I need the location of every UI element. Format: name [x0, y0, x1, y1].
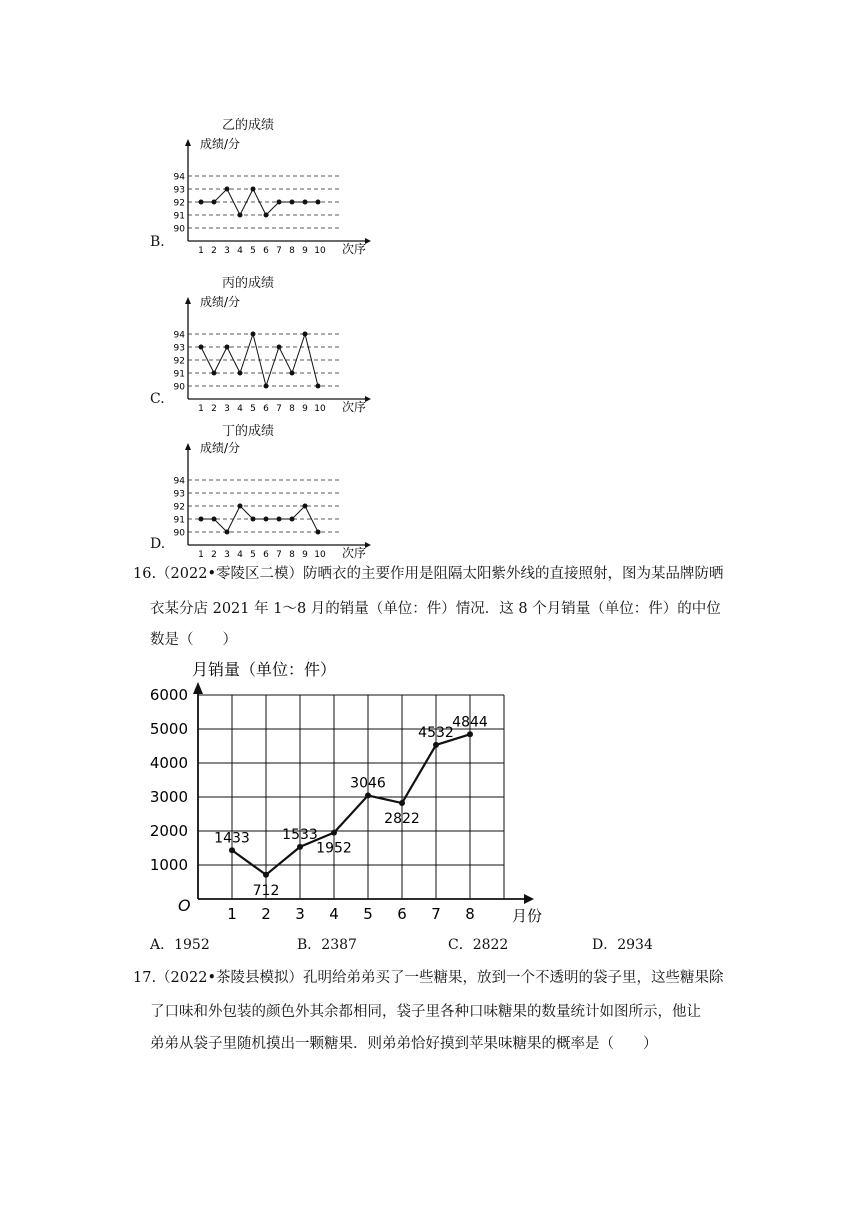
- option-c: [150, 270, 390, 414]
- data-point: [277, 345, 282, 350]
- y-axis-arrow: [193, 682, 203, 694]
- x-tick-label: 9: [302, 550, 308, 560]
- y-tick-label: 1000: [149, 856, 188, 874]
- data-point: [225, 530, 230, 535]
- data-point: [199, 517, 204, 522]
- question-line: 17.（2022•茶陵县模拟）孔明给弟弟买了一些糖果，放到一个不透明的袋子里，这些糖果除: [133, 970, 724, 986]
- data-point: [225, 345, 230, 350]
- x-tick-label: 8: [289, 246, 295, 256]
- question-line: 弟弟从袋子里随机摸出一颗糖果．则弟弟恰好摸到苹果味糖果的概率是（ ）: [150, 1036, 658, 1052]
- data-point: [316, 200, 321, 205]
- y-tick-label: 4000: [149, 754, 188, 772]
- x-tick-label: 2: [211, 246, 217, 256]
- data-point: [238, 504, 243, 509]
- y-tick-label: 90: [173, 382, 185, 393]
- option-letter: B.: [150, 234, 165, 250]
- data-point: [199, 345, 204, 350]
- data-point: [251, 187, 256, 192]
- y-tick-label: 92: [173, 356, 185, 367]
- data-point: [251, 517, 256, 522]
- data-label: 1433: [214, 830, 250, 847]
- y-tick-label: 94: [173, 172, 185, 183]
- data-point: [199, 200, 204, 205]
- x-tick-label: 5: [250, 550, 256, 560]
- x-tick-label: 3: [224, 550, 230, 560]
- y-tick-label: 91: [173, 369, 185, 380]
- data-point: [251, 332, 256, 337]
- option-letter: C.: [150, 391, 165, 407]
- question-line: 了口味和外包装的颜色外其余都相同，袋子里各种口味糖果的数量统计如图所示，他让: [150, 1004, 701, 1020]
- x-axis-arrow: [524, 894, 534, 904]
- answer-option-d[interactable]: D．2934: [592, 937, 653, 953]
- x-axis-label: 次序: [342, 242, 367, 256]
- data-label: 4532: [418, 724, 454, 741]
- x-tick-label: 8: [289, 550, 295, 560]
- x-tick-label: 6: [263, 246, 269, 256]
- data-point: [316, 384, 321, 389]
- data-point: [331, 830, 337, 836]
- data-point: [263, 872, 269, 878]
- y-axis-label: 成绩/分: [200, 137, 241, 151]
- y-tick-label: 90: [173, 528, 185, 539]
- y-axis-arrow: [185, 443, 191, 450]
- y-tick-label: 94: [173, 330, 185, 341]
- x-tick-label: 3: [295, 905, 305, 923]
- data-point: [264, 384, 269, 389]
- x-axis-label: 月份: [512, 907, 543, 925]
- x-tick-label: 7: [276, 404, 282, 414]
- x-tick-label: 6: [263, 404, 269, 414]
- data-point: [290, 371, 295, 376]
- x-tick-label: 9: [302, 246, 308, 256]
- data-label: 3046: [350, 775, 386, 792]
- x-tick-label: 1: [198, 404, 204, 414]
- x-axis-label: 次序: [342, 400, 367, 414]
- origin-label: O: [178, 896, 191, 915]
- data-point: [229, 847, 235, 853]
- x-tick-label: 3: [224, 246, 230, 256]
- x-tick-label: 4: [237, 404, 243, 414]
- y-tick-label: 2000: [149, 822, 188, 840]
- option-letter: D.: [150, 536, 166, 552]
- x-tick-label: 7: [431, 905, 441, 923]
- data-label: 2822: [384, 811, 420, 828]
- chart-title: 丙的成绩: [222, 276, 275, 291]
- y-tick-label: 5000: [149, 720, 188, 738]
- data-point: [365, 792, 371, 798]
- x-tick-label: 4: [329, 905, 339, 923]
- x-tick-label: 2: [211, 404, 217, 414]
- y-axis-label: 成绩/分: [200, 441, 241, 455]
- y-axis-arrow: [185, 297, 191, 304]
- x-tick-label: 5: [363, 905, 373, 923]
- y-tick-label: 92: [173, 502, 185, 513]
- data-point: [303, 200, 308, 205]
- x-tick-label: 9: [302, 404, 308, 414]
- data-point: [303, 504, 308, 509]
- x-tick-label: 7: [276, 246, 282, 256]
- score-chart-yi: [170, 136, 390, 256]
- answer-option-c[interactable]: C．2822: [448, 937, 509, 953]
- x-tick-label: 4: [237, 550, 243, 560]
- data-point: [290, 517, 295, 522]
- chart-title: 乙的成绩: [222, 118, 275, 133]
- data-point: [399, 800, 405, 806]
- data-point: [212, 517, 217, 522]
- data-point: [212, 371, 217, 376]
- data-point: [433, 742, 439, 748]
- x-tick-label: 7: [276, 550, 282, 560]
- y-tick-label: 6000: [149, 686, 188, 704]
- option-b: [150, 112, 390, 256]
- answer-option-b[interactable]: B．2387: [297, 937, 357, 953]
- x-tick-label: 2: [261, 905, 271, 923]
- chart-title: 丁的成绩: [222, 424, 275, 439]
- data-label: 1533: [282, 826, 318, 843]
- y-tick-label: 90: [173, 224, 185, 235]
- y-tick-label: 91: [173, 515, 185, 526]
- data-point: [316, 530, 321, 535]
- x-tick-label: 3: [224, 404, 230, 414]
- question-line: 数是（ ）: [150, 632, 237, 648]
- x-tick-label: 4: [237, 246, 243, 256]
- x-tick-label: 1: [227, 905, 237, 923]
- x-tick-label: 5: [250, 404, 256, 414]
- data-point: [225, 187, 230, 192]
- data-point: [467, 731, 473, 737]
- data-point: [264, 213, 269, 218]
- x-tick-label: 10: [314, 246, 326, 256]
- y-tick-label: 91: [173, 211, 185, 222]
- data-label: 712: [252, 882, 280, 899]
- x-tick-label: 1: [198, 550, 204, 560]
- question-line: 衣某分店 2021 年 1～8 月的销量（单位：件）情况．这 8 个月销量（单位：件）的中位: [150, 601, 721, 617]
- question-line: 16.（2022•零陵区二模）防晒衣的主要作用是阻隔太阳紫外线的直接照射，图为某品牌防晒: [133, 566, 724, 582]
- data-point: [277, 200, 282, 205]
- y-tick-label: 93: [173, 489, 185, 500]
- answer-option-a[interactable]: A．1952: [150, 937, 210, 953]
- data-label: 1952: [316, 840, 352, 857]
- option-d: [150, 418, 390, 558]
- y-axis-arrow: [185, 139, 191, 146]
- y-tick-label: 3000: [149, 788, 188, 806]
- data-point: [238, 371, 243, 376]
- x-tick-label: 2: [211, 550, 217, 560]
- data-label: 4844: [452, 714, 488, 731]
- chart-title: 月销量（单位：件）: [192, 660, 337, 679]
- score-chart-ding: [170, 440, 390, 560]
- y-tick-label: 93: [173, 185, 185, 196]
- data-point: [290, 200, 295, 205]
- data-point: [297, 844, 303, 850]
- y-axis-label: 成绩/分: [200, 295, 241, 309]
- data-point: [303, 332, 308, 337]
- data-point: [212, 200, 217, 205]
- x-tick-label: 6: [263, 550, 269, 560]
- x-tick-label: 8: [289, 404, 295, 414]
- y-tick-label: 92: [173, 198, 185, 209]
- x-tick-label: 8: [465, 905, 475, 923]
- x-tick-label: 6: [397, 905, 407, 923]
- score-chart-bing: [170, 294, 390, 414]
- y-tick-label: 93: [173, 343, 185, 354]
- x-tick-label: 10: [314, 550, 326, 560]
- x-tick-label: 10: [314, 404, 326, 414]
- data-point: [238, 213, 243, 218]
- x-axis-label: 次序: [342, 546, 367, 560]
- monthly-sales-chart: [140, 650, 560, 930]
- data-point: [277, 517, 282, 522]
- data-point: [264, 517, 269, 522]
- y-tick-label: 94: [173, 476, 185, 487]
- x-tick-label: 5: [250, 246, 256, 256]
- x-tick-label: 1: [198, 246, 204, 256]
